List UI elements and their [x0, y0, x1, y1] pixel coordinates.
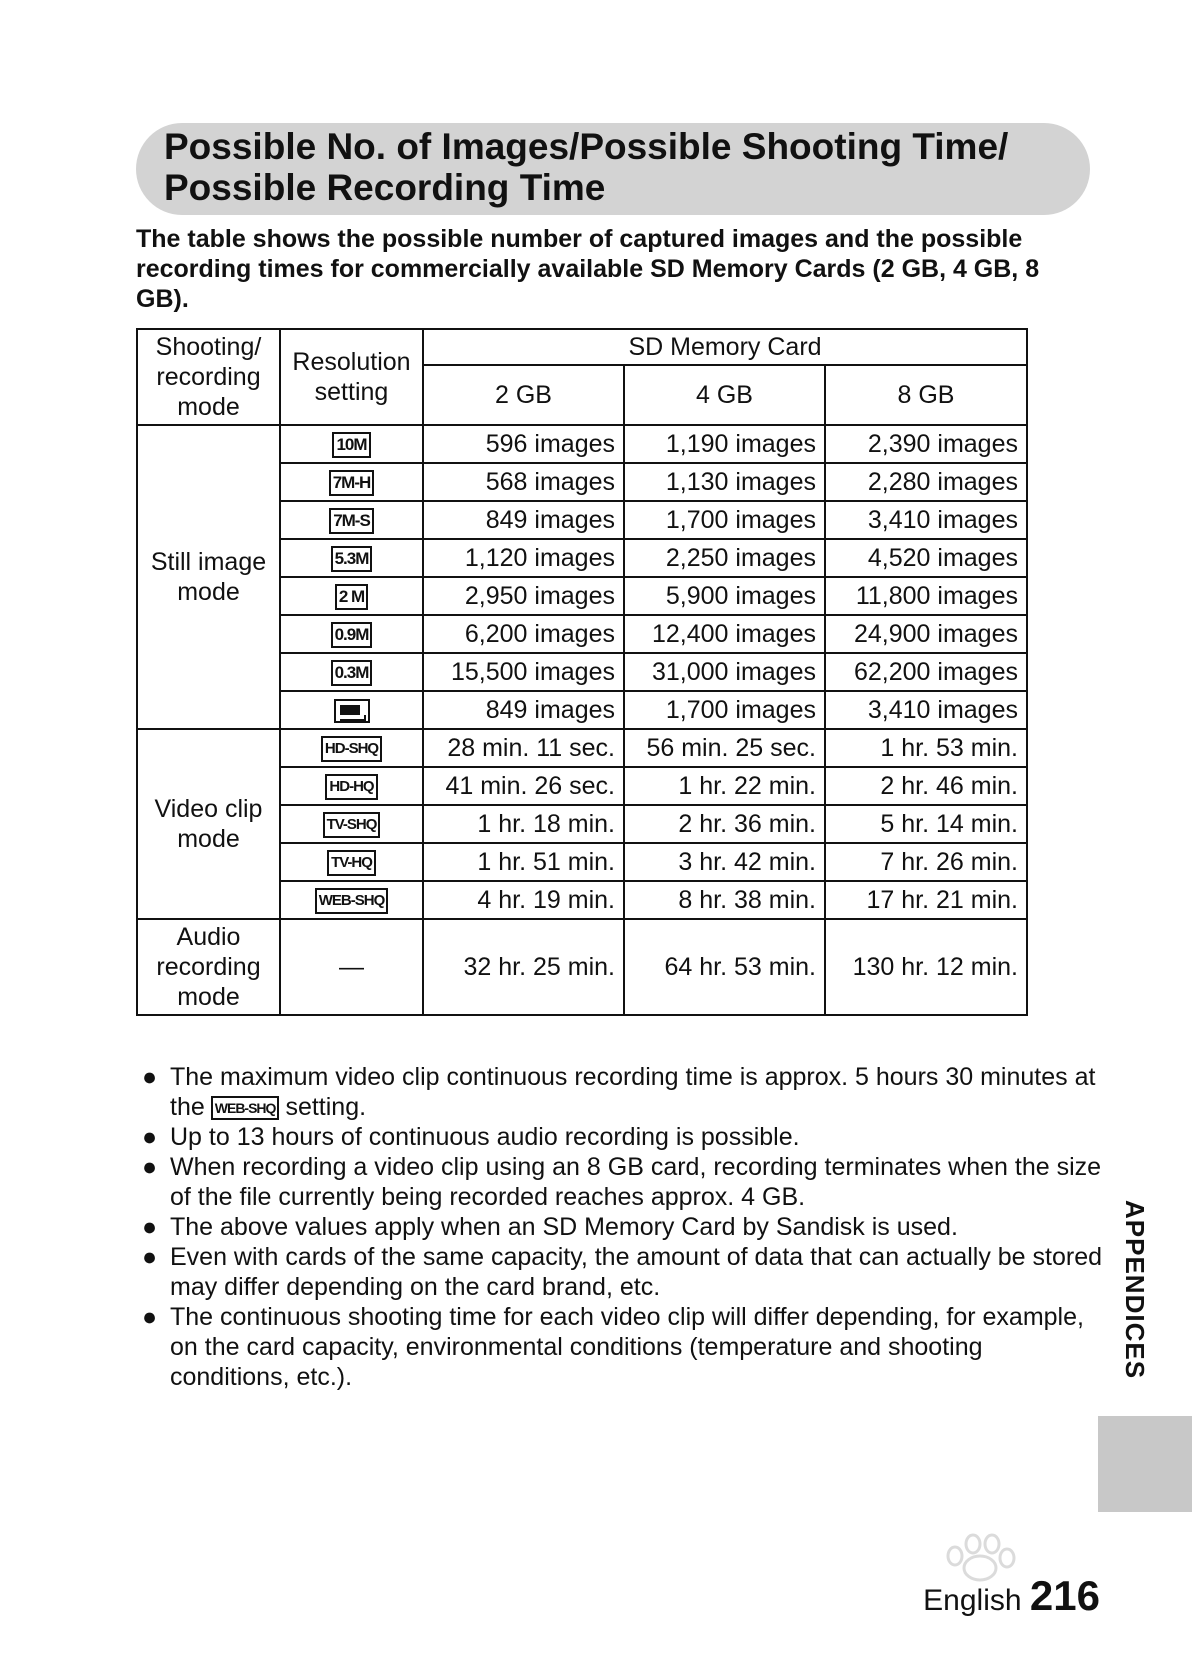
notes-list [142, 1062, 1102, 1392]
value-cell: 1,130 images [624, 463, 825, 501]
resolution-cell [280, 615, 423, 653]
bullet: ● [142, 1303, 158, 1331]
value-cell: 849 images [423, 501, 624, 539]
note-text: The above values apply when an SD Memory Card by Sandisk is used. [170, 1213, 958, 1241]
bullet: ● [142, 1153, 158, 1181]
value-cell: 7 hr. 26 min. [825, 843, 1027, 881]
page-title [164, 126, 1064, 208]
value-cell: 24,900 images [825, 615, 1027, 653]
note-item [142, 1212, 1102, 1242]
header-resolution: Resolution setting [280, 329, 423, 425]
note-text: Even with cards of the same capacity, the amount of data that can actually be stored may differ depending on the card brand, etc. [170, 1243, 1103, 1301]
resolution-cell [280, 425, 423, 463]
value-cell: 2,950 images [423, 577, 624, 615]
intro-paragraph: The table shows the possible number of captured images and the possible recording times for commercially available SD Memory Cards (2 GB, 4 GB, 8 GB). [136, 225, 1040, 313]
resolution-tv-shq-icon: TV-SHQ [323, 812, 381, 838]
value-cell: 4,520 images [825, 539, 1027, 577]
value-cell: 2,250 images [624, 539, 825, 577]
resolution-hd-shq-icon: HD-SHQ [321, 736, 382, 762]
value-cell: 1 hr. 18 min. [423, 805, 624, 843]
resolution-2-m-icon: 2 M [335, 584, 368, 610]
note-item [142, 1122, 1102, 1152]
value-cell: 1 hr. 22 min. [624, 767, 825, 805]
header-2gb: 2 GB [423, 365, 624, 425]
section-tab [1098, 1416, 1192, 1512]
value-cell: 1 hr. 53 min. [825, 729, 1027, 767]
resolution-cell [280, 805, 423, 843]
value-cell: 1,120 images [423, 539, 624, 577]
value-cell: 12,400 images [624, 615, 825, 653]
value-cell: 130 hr. 12 min. [825, 919, 1027, 1015]
page-title-line-2: Possible Recording Time [164, 167, 606, 208]
resolution-5-3m-icon: 5.3M [331, 546, 373, 572]
value-cell: 6,200 images [423, 615, 624, 653]
resolution-cell: — [280, 919, 423, 1015]
bullet: ● [142, 1213, 158, 1241]
value-cell: 11,800 images [825, 577, 1027, 615]
resolution-hd-hq-icon: HD-HQ [325, 774, 377, 800]
page-title-line-1: Possible No. of Images/Possible Shooting Time/ [164, 126, 1009, 167]
note-text: setting. [285, 1093, 367, 1121]
mode-cell: Audio recording mode [137, 919, 280, 1015]
value-cell: 568 images [423, 463, 624, 501]
note-text: The maximum video clip continuous recording time is approx. 5 hours 30 minutes at the [170, 1063, 1096, 1121]
header-4gb: 4 GB [624, 365, 825, 425]
value-cell: 1,190 images [624, 425, 825, 463]
resolution-10m-icon: 10M [332, 432, 370, 458]
value-cell: 3 hr. 42 min. [624, 843, 825, 881]
bullet: ● [142, 1123, 158, 1151]
value-cell: 596 images [423, 425, 624, 463]
resolution-7m-h-icon: 7M-H [329, 470, 375, 496]
note-text: The continuous shooting time for each video clip will differ depending, for example, on the card capacity, environmental conditions (temperature and shooting conditions, etc.). [170, 1303, 1084, 1391]
table-row [137, 425, 1027, 463]
header-8gb: 8 GB [825, 365, 1027, 425]
value-cell: 3,410 images [825, 691, 1027, 729]
table-body [137, 425, 1027, 1015]
bullet: ● [142, 1063, 158, 1091]
resolution-cell [280, 501, 423, 539]
resolution-cell [280, 463, 423, 501]
value-cell: 5,900 images [624, 577, 825, 615]
footer-language: English [923, 1584, 1022, 1617]
mode-cell: Video clip mode [137, 729, 280, 919]
value-cell: 1,700 images [624, 691, 825, 729]
section-tab-label: APPENDICES [1120, 1200, 1150, 1380]
resolution-7m-s-icon: 7M-S [329, 508, 374, 534]
value-cell: 28 min. 11 sec. [423, 729, 624, 767]
resolution-cell [280, 881, 423, 919]
resolution-0-3m-icon: 0.3M [331, 660, 373, 686]
value-cell: 5 hr. 14 min. [825, 805, 1027, 843]
resolution-cell [280, 539, 423, 577]
value-cell: 8 hr. 38 min. [624, 881, 825, 919]
value-cell: 2 hr. 46 min. [825, 767, 1027, 805]
value-cell: 2,390 images [825, 425, 1027, 463]
web-shq-icon: WEB-SHQ [211, 1096, 280, 1120]
resolution-cell [280, 691, 423, 729]
note-item [142, 1152, 1102, 1212]
table-row [137, 729, 1027, 767]
header-mode: Shooting/ recording mode [137, 329, 280, 425]
note-item [142, 1242, 1102, 1302]
value-cell: 1,700 images [624, 501, 825, 539]
value-cell: 41 min. 26 sec. [423, 767, 624, 805]
value-cell: 3,410 images [825, 501, 1027, 539]
note-item [142, 1302, 1102, 1392]
resolution-cell [280, 577, 423, 615]
note-text: When recording a video clip using an 8 GB card, recording terminates when the size of the file currently being recorded reaches approx. 4 GB. [170, 1153, 1102, 1211]
page-number: 216 [1029, 1572, 1100, 1619]
value-cell: 56 min. 25 sec. [624, 729, 825, 767]
resolution-0-9m-icon: 0.9M [331, 622, 373, 648]
note-item [142, 1062, 1102, 1122]
resolution-tv-hq-icon: TV-HQ [327, 850, 376, 876]
value-cell: 4 hr. 19 min. [423, 881, 624, 919]
header-sd-card: SD Memory Card [423, 329, 1027, 365]
value-cell: 2 hr. 36 min. [624, 805, 825, 843]
value-cell: 64 hr. 53 min. [624, 919, 825, 1015]
resolution-web-shq-icon: WEB-SHQ [315, 888, 389, 914]
burst-shot-icon [334, 699, 370, 723]
capacity-table [136, 328, 1028, 1016]
mode-cell: Still image mode [137, 425, 280, 729]
value-cell: 849 images [423, 691, 624, 729]
value-cell: 15,500 images [423, 653, 624, 691]
value-cell: 32 hr. 25 min. [423, 919, 624, 1015]
table-row [137, 919, 1027, 1015]
value-cell: 17 hr. 21 min. [825, 881, 1027, 919]
note-text: Up to 13 hours of continuous audio recording is possible. [170, 1123, 800, 1151]
resolution-cell [280, 843, 423, 881]
bullet: ● [142, 1243, 158, 1271]
value-cell: 31,000 images [624, 653, 825, 691]
resolution-cell [280, 653, 423, 691]
value-cell: 2,280 images [825, 463, 1027, 501]
page-footer [880, 1572, 1100, 1620]
value-cell: 1 hr. 51 min. [423, 843, 624, 881]
resolution-cell [280, 729, 423, 767]
resolution-cell [280, 767, 423, 805]
value-cell: 62,200 images [825, 653, 1027, 691]
